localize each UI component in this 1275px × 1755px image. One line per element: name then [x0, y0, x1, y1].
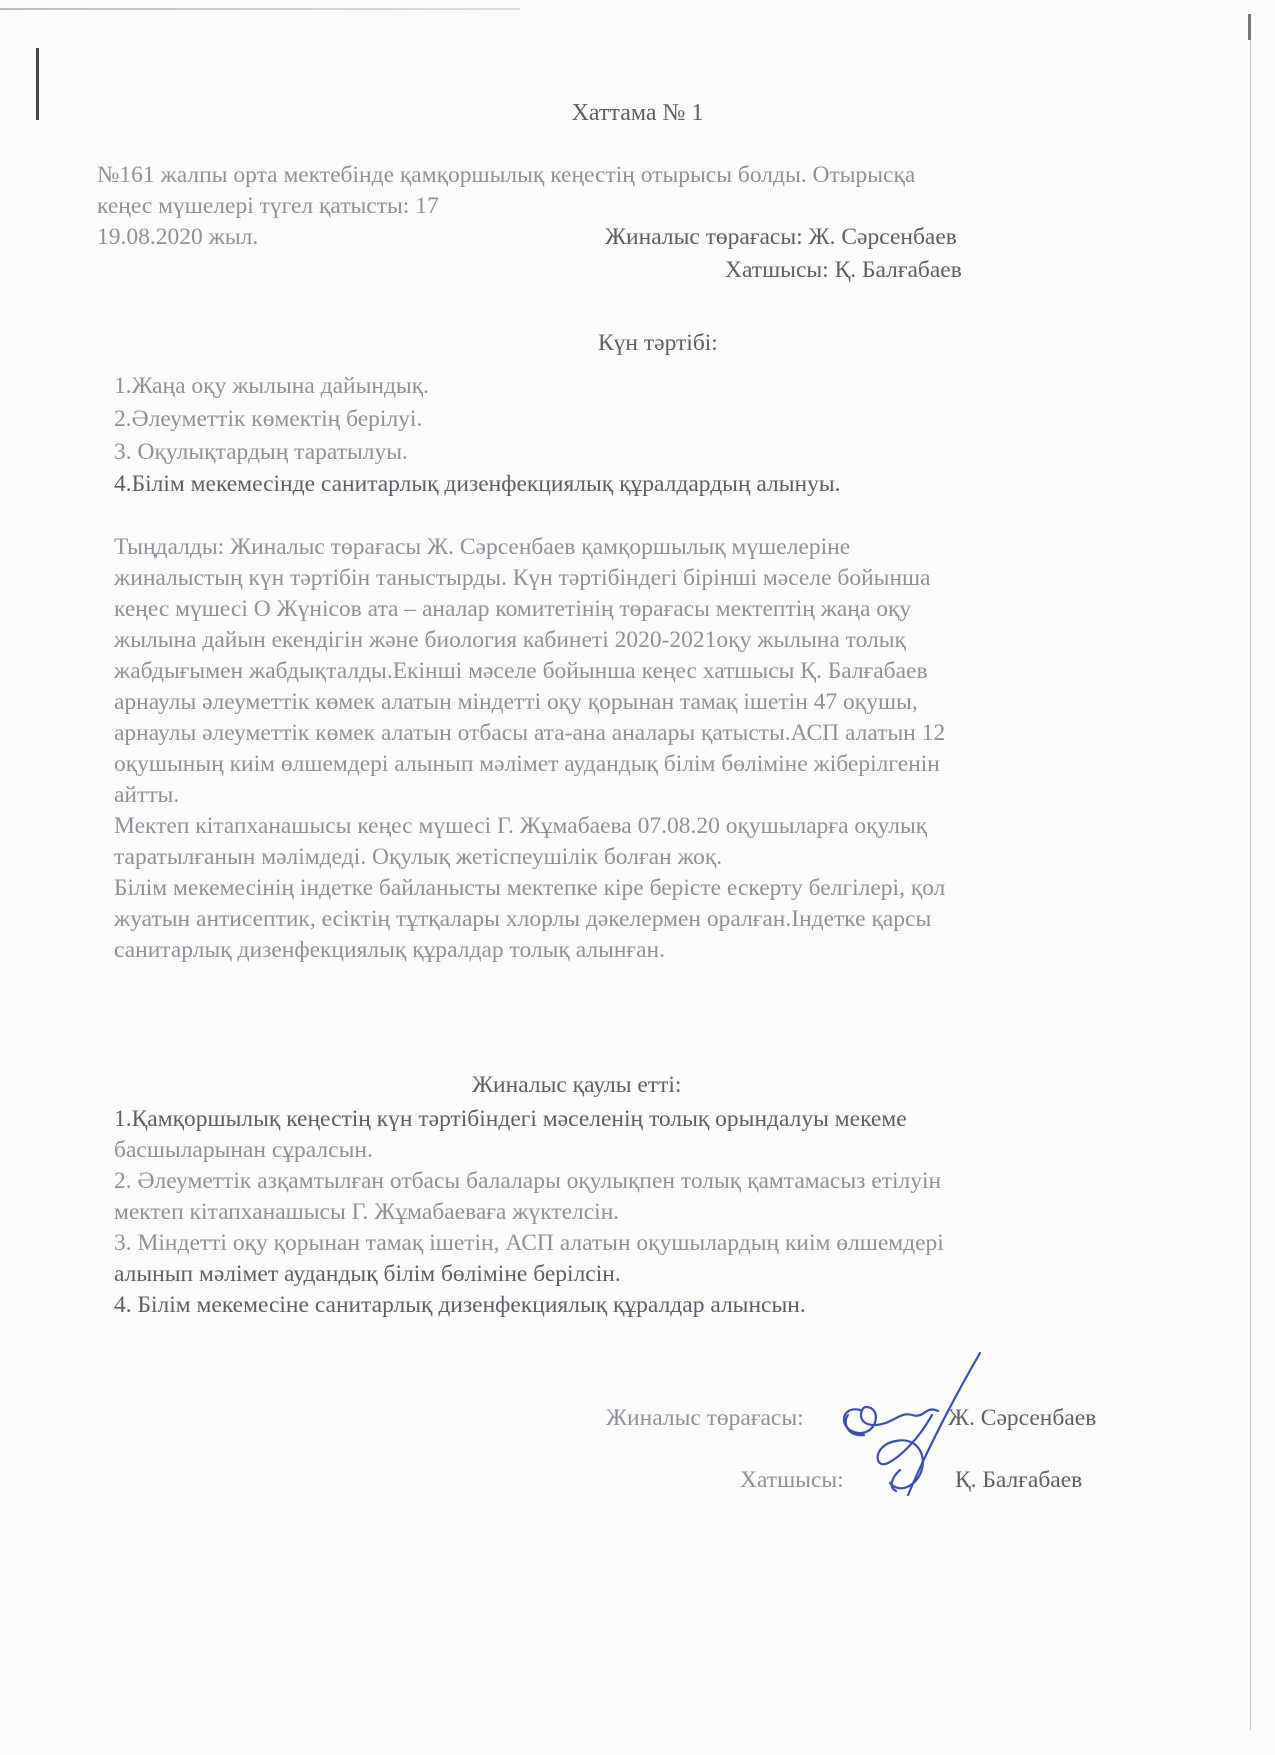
agenda-heading: Күн тәртібі:	[598, 330, 718, 356]
decision-section	[114, 1104, 944, 1321]
signature-stroke-1	[908, 1353, 980, 1495]
heard-line: Білім мекемесінің індетке байланысты мектепке кіре берісте ескерту белгілері, қол	[114, 875, 946, 901]
handwritten-signature	[830, 1345, 990, 1545]
decision-line: алынып мәлімет аудандық білім бөліміне берілсін.	[114, 1261, 621, 1287]
heard-line: жабдығымен жабдықталды.Екінші мәселе бойынша кеңес хатшысы Қ. Балғабаев	[114, 658, 928, 684]
heard-line: Мектеп кітапханашысы кеңес мүшесі Г. Жұмабаева 07.08.20 оқушыларға оқулық	[114, 813, 928, 839]
signature-secretary-name: Қ. Балғабаев	[955, 1467, 1083, 1493]
agenda-item-2: 2.Әлеуметтік көмектің берілуі.	[114, 406, 423, 432]
agenda-item-4: 4.Білім мекемесінде санитарлық дизенфекциялық құралдардың алынуы.	[114, 471, 841, 497]
decision-line: басшыларынан сұралсын.	[114, 1137, 373, 1163]
heard-line: Тыңдалды: Жиналыс төрағасы Ж. Сәрсенбаев қамқоршылық мүшелеріне	[114, 534, 851, 560]
scan-page-edge	[1250, 40, 1251, 1730]
heard-line: жуатын антисептик, есіктің тұтқалары хлорлы дәкелермен оралған.Індетке қарсы	[114, 906, 932, 932]
heard-line: кеңес мүшесі О Жүнісов ата – аналар комитетінің төрағасы мектептің жаңа оқу	[114, 596, 912, 622]
decision-line: 1.Қамқоршылық кеңестің күн тәртібіндегі мәселенің толық орындалуы мекеме	[114, 1106, 907, 1132]
signature-stroke-4	[878, 1415, 932, 1488]
heard-line: оқушының киім өлшемдері алынып мәлімет аудандық білім бөліміне жіберілгенін	[114, 751, 940, 777]
intro-line-1: №161 жалпы орта мектебінде қамқоршылық кеңестің отырысы болды. Отырысқа	[97, 162, 916, 188]
heard-line: айтты.	[114, 782, 180, 808]
document-title: Хаттама № 1	[571, 100, 704, 126]
signature-secretary-label: Хатшысы:	[740, 1467, 844, 1493]
decision-line: 3. Міндетті оқу қорынан тамақ ішетін, АСП алатын оқушылардың киім өлшемдері	[114, 1230, 944, 1256]
intro-line-2: кеңес мүшелері түгел қатысты: 17	[97, 193, 439, 219]
signature-chair-label: Жиналыс төрағасы:	[606, 1405, 804, 1431]
intro-chair: Жиналыс төрағасы: Ж. Сәрсенбаев	[605, 224, 957, 250]
meeting-date: 19.08.2020 жыл.	[97, 224, 259, 250]
heard-line: жылына дайын екендігін және биология кабинеті 2020-2021оқу жылына толық	[114, 627, 906, 653]
scan-corner-mark	[1248, 14, 1251, 40]
scan-border-line	[0, 8, 520, 10]
agenda-item-1: 1.Жаңа оқу жылына дайындық.	[114, 373, 429, 399]
decision-line: 4. Білім мекемесіне санитарлық дизенфекциялық құралдар алынсын.	[114, 1292, 806, 1318]
heard-line: арнаулы әлеуметтік көмек алатын міндетті оқу қорынан тамақ ішетін 47 оқушы,	[114, 689, 918, 715]
heard-line: санитарлық дизенфекциялық құралдар толық алынған.	[114, 937, 665, 963]
decision-line: 2. Әлеуметтік азқамтылған отбасы балалары оқулықпен толық қамтамасыз етілуін	[114, 1168, 942, 1194]
heard-section	[114, 532, 945, 966]
intro-secretary: Хатшысы: Қ. Балғабаев	[725, 257, 962, 283]
heard-line: таратылғанын мәлімдеді. Оқулық жетіспеушілік болған жоқ.	[114, 844, 723, 870]
signature-chair-name: Ж. Сәрсенбаев	[948, 1405, 1097, 1431]
agenda-item-3: 3. Оқулықтардың таратылуы.	[114, 439, 408, 465]
decision-line: мектеп кітапханашысы Г. Жұмабаеваға жүктелсін.	[114, 1199, 620, 1225]
heard-line: арнаулы әлеуметтік көмек алатын отбасы ата-ана аналары қатысты.АСП алатын 12	[114, 720, 946, 746]
decision-heading: Жиналыс қаулы етті:	[472, 1072, 682, 1098]
heard-line: жиналыстың күн тәртібін таныстырды. Күн тәртібіндегі бірінші мәселе бойынша	[114, 565, 931, 591]
